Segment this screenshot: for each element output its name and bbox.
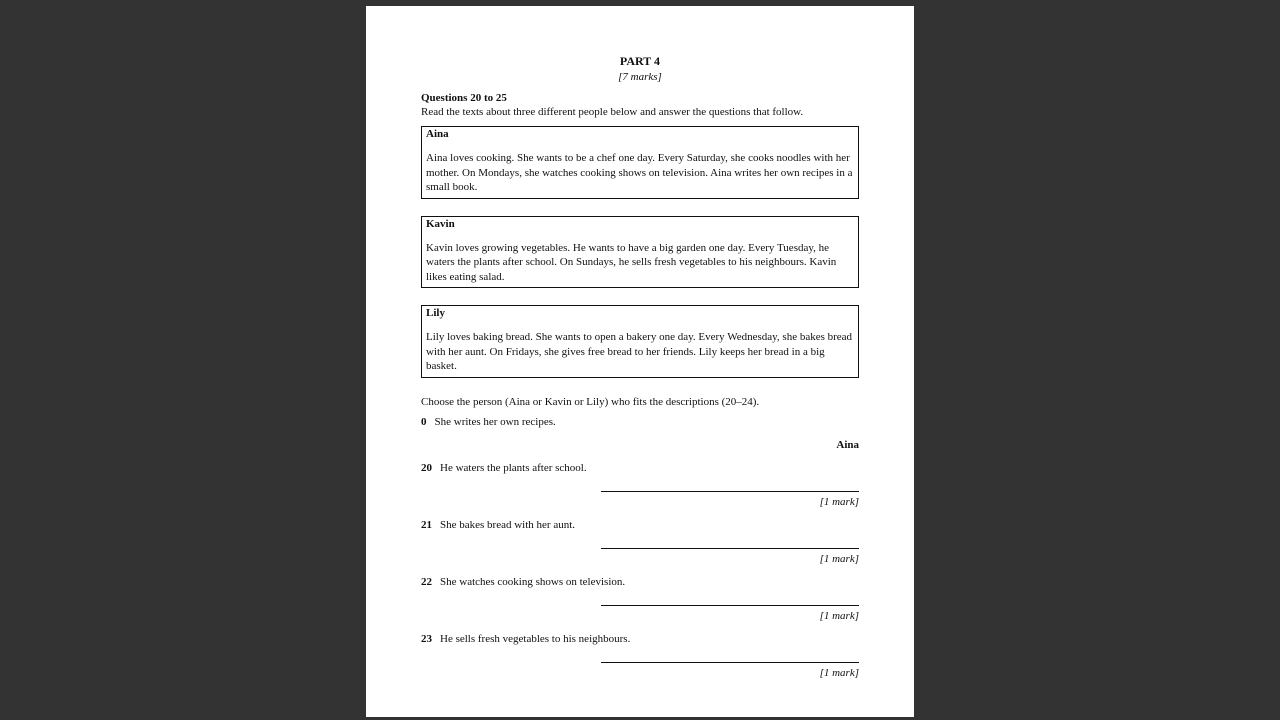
question-text: He sells fresh vegetables to his neighbours. <box>440 632 631 645</box>
question-text: He waters the plants after school. <box>440 461 587 474</box>
question-21 <box>421 518 859 566</box>
question-row <box>421 461 859 475</box>
question-text: She bakes bread with her aunt. <box>440 518 576 531</box>
example-question <box>421 415 859 429</box>
document-page <box>366 6 914 717</box>
example-number: 0 <box>421 415 427 428</box>
mark-label: [1 mark] <box>819 495 859 508</box>
answer-line[interactable] <box>601 648 859 663</box>
questions-range: Questions 20 to 25 <box>421 92 507 104</box>
person-text: Lily loves baking bread. She wants to open a bakery one day. Every Wednesday, she bakes bread with her aunt. On Fridays, she gives free bread to her friends. Lily keeps her bread in a big basket. <box>426 331 853 372</box>
mark-label: [1 mark] <box>819 666 859 679</box>
person-box-aina <box>421 126 859 199</box>
person-name: Lily <box>426 307 445 319</box>
person-box-lily <box>421 305 859 378</box>
person-name: Aina <box>426 128 449 140</box>
answer-line[interactable] <box>601 477 859 492</box>
mark-label: [1 mark] <box>819 609 859 622</box>
mark-label: [1 mark] <box>819 552 859 565</box>
page-content <box>421 54 859 680</box>
person-text: Kavin loves growing vegetables. He wants to have a big garden one day. Every Tuesday, he waters the plants after school. On Sundays, he sells fresh vegetables to his neighbours. Kavin likes eating salad. <box>426 241 837 283</box>
question-number: 21 <box>421 518 432 531</box>
question-number: 22 <box>421 575 432 588</box>
question-number: 20 <box>421 461 432 474</box>
answer-line[interactable] <box>601 591 859 606</box>
part-marks: [7 marks] <box>618 71 662 83</box>
question-20 <box>421 461 859 509</box>
person-name: Kavin <box>426 217 455 230</box>
choose-instruction: Choose the person (Aina or Kavin or Lily) who fits the descriptions (20–24). <box>421 395 760 408</box>
question-22 <box>421 575 859 623</box>
example-text: She writes her own recipes. <box>434 415 556 428</box>
question-text: She watches cooking shows on television. <box>440 575 626 588</box>
person-box-kavin <box>421 216 859 289</box>
part-title: PART 4 <box>619 54 661 68</box>
question-row <box>421 632 859 646</box>
question-number: 23 <box>421 632 432 645</box>
question-23 <box>421 632 859 680</box>
answer-line[interactable] <box>601 534 859 549</box>
question-row <box>421 518 859 532</box>
question-row <box>421 575 859 589</box>
person-text: Aina loves cooking. She wants to be a chef one day. Every Saturday, she cooks noodles with her mother. On Mondays, she watches cooking shows on television. Aina writes her own recipes in a small book. <box>426 152 853 193</box>
reading-instruction: Read the texts about three different people below and answer the questions that follow. <box>421 106 804 118</box>
example-answer: Aina <box>836 438 859 451</box>
